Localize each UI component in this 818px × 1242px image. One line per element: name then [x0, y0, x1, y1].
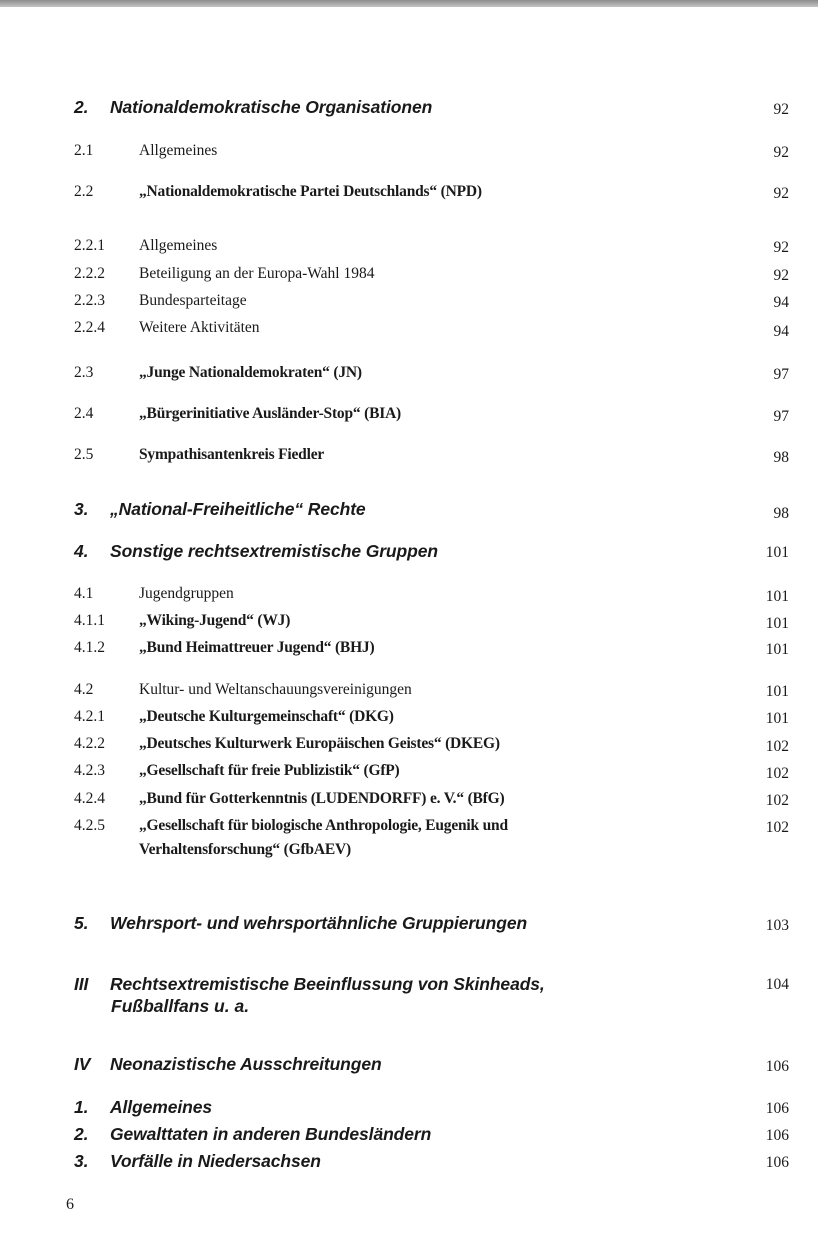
toc-title-continued: Fußballfans u. a. — [111, 996, 250, 1016]
toc-title: „Wiking-Jugend“ (WJ) — [139, 612, 291, 629]
toc-title: Sympathisantenkreis Fiedler — [139, 446, 325, 463]
toc-title: „Junge Nationaldemokraten“ (JN) — [139, 364, 362, 381]
toc-number: 2.2.4 — [74, 319, 105, 336]
toc-number: 2. — [74, 97, 89, 117]
toc-title-continued: Verhaltensforschung“ (GfbAEV) — [139, 841, 351, 858]
toc-page: 106 — [765, 1058, 789, 1075]
toc-number: 2.4 — [74, 405, 94, 422]
toc-number: 2.2.2 — [74, 265, 105, 282]
scan-edge-bar — [0, 0, 818, 7]
toc-page: 98 — [773, 449, 789, 466]
toc-number: 4.2.2 — [74, 735, 105, 752]
toc-page: 103 — [765, 917, 789, 934]
toc-title: „National-Freiheitliche“ Rechte — [110, 499, 366, 519]
toc-title: Jugendgruppen — [139, 585, 234, 602]
toc-title: Wehrsport- und wehrsportähnliche Gruppierungen — [110, 913, 528, 933]
toc-number: 4.2.5 — [74, 817, 105, 834]
toc-title: Neonazistische Ausschreitungen — [110, 1054, 382, 1074]
toc-page: 102 — [765, 738, 789, 755]
toc-title: Weitere Aktivitäten — [139, 319, 260, 336]
toc-title: Sonstige rechtsextremistische Gruppen — [110, 541, 438, 561]
toc-page: 92 — [773, 239, 789, 256]
toc-title: „Deutsches Kulturwerk Europäischen Geistes“ (DKEG) — [139, 735, 500, 752]
toc-title: Beteiligung an der Europa-Wahl 1984 — [139, 265, 375, 282]
toc-number: 3. — [74, 1151, 89, 1171]
toc-title: „Bund Heimattreuer Jugend“ (BHJ) — [139, 639, 375, 656]
toc-page: 92 — [773, 144, 789, 161]
toc-title: „Gesellschaft für biologische Anthropologie, Eugenik und — [139, 817, 508, 834]
toc-number: 4.1 — [74, 585, 94, 602]
toc-page: 92 — [773, 267, 789, 284]
toc-page: 104 — [765, 976, 789, 993]
toc-page: 101 — [765, 683, 789, 700]
toc-title: Nationaldemokratische Organisationen — [110, 97, 433, 117]
toc-title: Allgemeines — [110, 1097, 212, 1117]
toc-page: 94 — [773, 323, 789, 340]
toc-page: 97 — [773, 366, 789, 383]
toc-title: Allgemeines — [139, 142, 218, 159]
toc-title: „Nationaldemokratische Partei Deutschlands“ (NPD) — [139, 183, 482, 200]
toc-page: 94 — [773, 294, 789, 311]
toc-page: 92 — [773, 101, 789, 118]
toc-number: 4.2 — [74, 681, 94, 698]
page-number: 6 — [66, 1196, 74, 1213]
toc-title: „Bund für Gotterkenntnis (LUDENDORFF) e. V.“ (BfG) — [139, 790, 505, 807]
toc-number: 2.2 — [74, 183, 94, 200]
toc-title: „Deutsche Kulturgemeinschaft“ (DKG) — [139, 708, 394, 725]
toc-title: Kultur- und Weltanschauungsvereinigungen — [139, 681, 412, 698]
toc-page: 97 — [773, 408, 789, 425]
toc-number: IV — [74, 1054, 91, 1074]
toc-number: III — [74, 974, 89, 994]
toc-page: 102 — [765, 792, 789, 809]
toc-title: Gewalttaten in anderen Bundesländern — [110, 1124, 432, 1144]
toc-number: 4.2.3 — [74, 762, 105, 779]
toc-page: 102 — [765, 819, 789, 836]
toc-page: 92 — [773, 185, 789, 202]
toc-title: Allgemeines — [139, 237, 218, 254]
toc-page: 106 — [765, 1100, 789, 1117]
toc-page: 98 — [773, 505, 789, 522]
toc-page: 102 — [765, 765, 789, 782]
toc-number: 4.1.2 — [74, 639, 105, 656]
toc-page: 101 — [765, 710, 789, 727]
toc-page: 101 — [765, 544, 789, 561]
toc-number: 2.1 — [74, 142, 94, 159]
toc-title: Bundesparteitage — [139, 292, 247, 309]
toc-number: 2.5 — [74, 446, 94, 463]
toc-title: Vorfälle in Niedersachsen — [110, 1151, 321, 1171]
toc-number: 4. — [74, 541, 89, 561]
toc-number: 2.2.1 — [74, 237, 105, 254]
toc-number: 2.3 — [74, 364, 94, 381]
toc-number: 2. — [74, 1124, 89, 1144]
toc-page: 106 — [765, 1127, 789, 1144]
toc-number: 4.1.1 — [74, 612, 105, 629]
toc-page: 101 — [765, 615, 789, 632]
toc-title: „Gesellschaft für freie Publizistik“ (GfP) — [139, 762, 400, 779]
toc-number: 1. — [74, 1097, 89, 1117]
toc-page: 101 — [765, 641, 789, 658]
toc-title: Rechtsextremistische Beeinflussung von Skinheads, — [110, 974, 545, 994]
toc-number: 4.2.4 — [74, 790, 105, 807]
toc-page: 101 — [765, 588, 789, 605]
toc-number: 4.2.1 — [74, 708, 105, 725]
toc-number: 3. — [74, 499, 89, 519]
toc-page: 106 — [765, 1154, 789, 1171]
toc-number: 5. — [74, 913, 89, 933]
toc-number: 2.2.3 — [74, 292, 105, 309]
toc-title: „Bürgerinitiative Ausländer-Stop“ (BIA) — [139, 405, 402, 422]
